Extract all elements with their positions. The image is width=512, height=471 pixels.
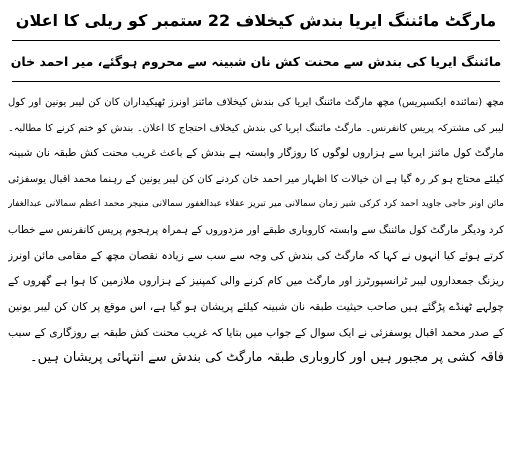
headline: مارگٹ مائننگ ایریا بندش کیخلاف 22 ستمبر کو ریلی کا اعلان <box>15 11 497 30</box>
body-line: مچھ (نمائندہ ایکسپریس) مچھ مارگٹ مائننگ ایریا کی بندش کیخلاف مائنز اونرز ٹھیکیداران کان کن لیبر یونین اور کول <box>8 97 504 108</box>
divider-bottom <box>12 81 500 82</box>
body-line: چولہے ٹھنڈے پڑگئے ہیں صاحب حیثیت طبقہ نان شبینہ کیلئے پریشان ہو گیا ہے، اس موقع پر کان کن لیبر یونین <box>8 300 504 313</box>
subheadline: مائننگ ایریا کی بندش سے محنت کش نان شبینہ سے محروم ہوگئے، میر احمد خان <box>10 54 502 69</box>
article-body <box>8 90 504 371</box>
body-line: کرد ودیگر مارگٹ کول مائننگ سے وابستہ کاروباری طبقے اور مزدوروں کے ہمراہ پرہجوم پریس کانفرنس سے خطاب <box>8 223 504 236</box>
body-line: کرتے ہوئے کیا انہوں نے کہا کہ مارگٹ کی بندش کی وجہ سے سب سے زیادہ نقصان مچھ کے مقامی مائن اونرز <box>8 249 504 262</box>
body-line: ریزنگ جمعداروں لیبر ٹرانسپورٹرز اور مارگٹ میں کام کرنے والی کمپنیز کے ہزاروں ملازمین کا ہوا ہے گھروں کے <box>8 274 504 287</box>
body-line: فاقہ کشی پر مجبور ہیں اور کاروباری طبقہ مارگٹ کی بندش سے انتہائی پریشان ہیں۔ <box>29 350 504 365</box>
divider-top <box>12 40 500 41</box>
body-line: کے صدر محمد اقبال یوسفزئی نے ایک سوال کے جواب میں بتایا کہ غریب محنت کش طبقہ بے روزگاری کے سبب <box>8 325 504 339</box>
body-line: لیبر کی مشترکہ پریس کانفرنس۔ مارگٹ مائننگ ایریا کی بندش کیخلاف احتجاج کا اعلان۔ بندش کو ختم کرنے کا مطالبہ۔ <box>8 122 504 134</box>
body-line: مارگٹ کول مائنز ایریا سے ہزاروں لوگوں کا روزگار وابستہ ہے بندش کے باعث غریب محنت کش طبقہ نان شبینہ <box>8 147 504 159</box>
body-line: کیلئے محتاج ہو کر رہ گیا ہے ان خیالات کا اظہار میر احمد خان کردنے کان کن لیبر یونین کے رہنما محمد اقبال یوسفزئی <box>8 173 504 185</box>
body-line: مائن اونر حاجی جاوید احمد کرد کرکی شیر زمان سمالانی میر تبریز عقلاء عبدالغفور سمالانی منیجر محمد اعظم سمالانی عبدالغفار <box>8 199 504 209</box>
